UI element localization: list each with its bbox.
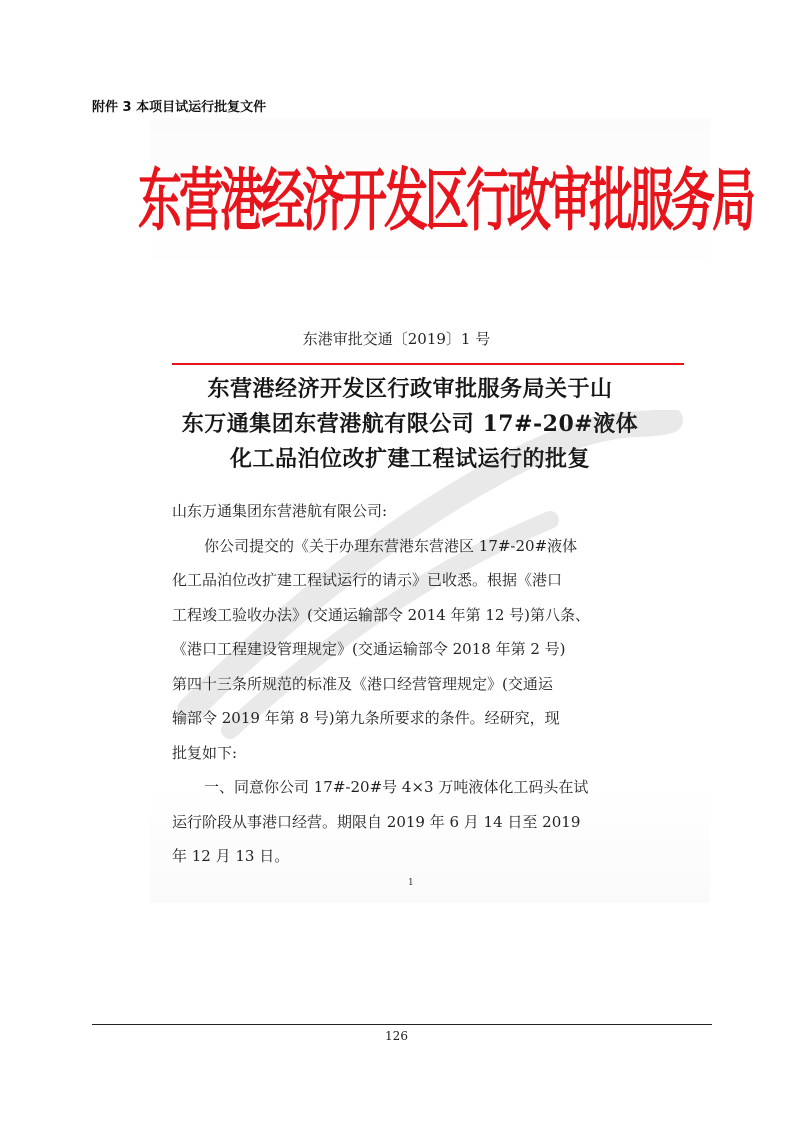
document-number: 东港审批交通〔2019〕1 号 xyxy=(302,330,491,348)
document-body xyxy=(172,494,662,874)
body-line: 《港口工程建设管理规定》(交通运输部令 2018 年第 2 号) xyxy=(172,640,566,658)
title-line: 东万通集团东营港航有限公司 17#-20#液体 xyxy=(181,411,639,437)
agency-red-header: 东营港经济开发区行政审批服务局 xyxy=(138,161,753,241)
title-line: 化工品泊位改扩建工程试运行的批复 xyxy=(229,446,590,472)
page-number: 126 xyxy=(385,1029,408,1043)
addressee: 山东万通集团东营港航有限公司: xyxy=(172,502,388,520)
item-line: 一、同意你公司 17#-20#号 4×3 万吨液体化工码头在试 xyxy=(204,778,589,796)
red-divider-line xyxy=(172,363,684,365)
item-line: 运行阶段从事港口经营。期限自 2019 年 6 月 14 日至 2019 xyxy=(172,812,581,831)
title-line: 东营港经济开发区行政审批服务局关于山 xyxy=(207,376,613,402)
item-line: 年 12 月 13 日。 xyxy=(172,847,290,865)
body-line: 输部令 2019 年第 8 号)第九条所要求的条件。经研究，现 xyxy=(172,709,560,727)
body-line: 第四十三条所规范的标准及《港口经营管理规定》(交通运 xyxy=(172,674,553,693)
footer-rule xyxy=(92,1024,712,1025)
body-line: 你公司提交的《关于办理东营港东营港区 17#-20#液体 xyxy=(204,536,578,555)
body-line: 化工品泊位改扩建工程试运行的请示》已收悉。根据《港口 xyxy=(172,571,563,589)
body-line: 工程竣工验收办法》(交通运输部令 2014 年第 12 号)第八条、 xyxy=(172,605,591,624)
document-title xyxy=(160,372,660,477)
inner-page-mark: 1 xyxy=(408,878,414,888)
body-line: 批复如下: xyxy=(172,743,238,762)
attachment-label: 附件 3 本项目试运行批复文件 xyxy=(92,100,267,115)
